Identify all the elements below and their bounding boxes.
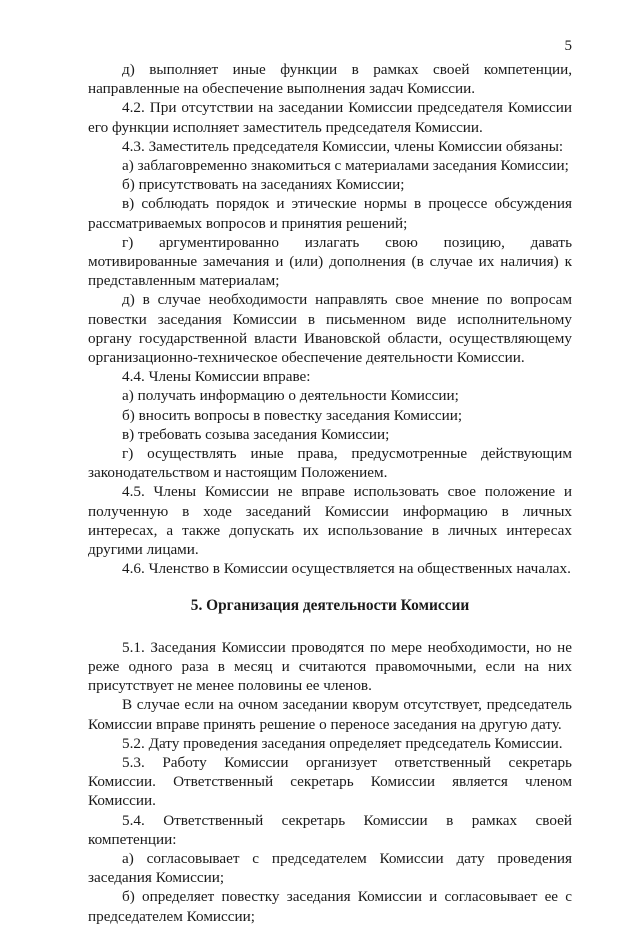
paragraph: 5.4. Ответственный секретарь Комиссии в рамках своей компетенции: — [88, 811, 572, 848]
paragraph: 5.3. Работу Комиссии организует ответственный секретарь Комиссии. Ответственный секретарь Комиссии является членом Комиссии. — [88, 753, 572, 810]
paragraph: б) вносить вопросы в повестку заседания Комиссии; — [122, 406, 463, 424]
paragraph: 4.5. Члены Комиссии не вправе использовать свое положение и полученную в ходе заседаний Комиссии информацию в личных интересах, а также допускать их использование в личных интересах другими лицами. — [88, 483, 572, 559]
section-heading: 5. Организация деятельности Комиссии — [190, 597, 470, 615]
page-number: 5 — [564, 38, 572, 54]
paragraph: б) присутствовать на заседаниях Комиссии; — [122, 176, 405, 194]
paragraph: г) осуществлять иные права, предусмотренные действующим законодательством и настоящим Положением. — [88, 445, 572, 482]
paragraph: г) аргументированно излагать свою позицию, давать мотивированные замечания и (или) дополнения (в случае их наличия) к представленным материалам; — [88, 233, 572, 290]
paragraph: в) соблюдать порядок и этические нормы в процессе обсуждения рассматриваемых вопросов и принятия решений; — [88, 195, 572, 232]
paragraph: 4.3. Заместитель председателя Комиссии, члены Комиссии обязаны: — [122, 137, 564, 155]
paragraph: 5.2. Дату проведения заседания определяет председатель Комиссии. — [122, 734, 563, 752]
paragraph: 5.1. Заседания Комиссии проводятся по мере необходимости, но не реже одного раза в месяц и считаются правомочными, если на них присутствует не менее половины ее членов. — [88, 638, 572, 695]
paragraph: д) выполняет иные функции в рамках своей компетенции, направленные на обеспечение выполнения задач Комиссии. — [88, 61, 572, 98]
document-body — [88, 60, 572, 926]
section-5-body — [88, 638, 572, 926]
paragraph: 4.4. Члены Комиссии вправе: — [122, 368, 311, 386]
paragraph: а) получать информацию о деятельности Комиссии; — [122, 387, 459, 405]
paragraph: В случае если на очном заседании кворум отсутствует, председатель Комиссии вправе принять решение о переносе заседания на другую дату. — [88, 696, 572, 733]
paragraph: 4.2. При отсутствии на заседании Комиссии председателя Комиссии его функции исполняет заместитель председателя Комиссии. — [88, 99, 572, 136]
paragraph: д) в случае необходимости направлять свое мнение по вопросам повестки заседания Комиссии в письменном виде исполнительному органу государственной власти Ивановской области, осуществляющему организационно-техническое обеспечение деятельности Комиссии. — [88, 291, 572, 367]
section-4-continuation — [88, 60, 572, 578]
paragraph: б) определяет повестку заседания Комиссии и согласовывает ее с председателем Комиссии; — [88, 888, 572, 925]
paragraph: а) согласовывает с председателем Комиссии дату проведения заседания Комиссии; — [88, 849, 572, 887]
paragraph: 4.6. Членство в Комиссии осуществляется на общественных началах. — [122, 560, 571, 578]
paragraph: в) требовать созыва заседания Комиссии; — [122, 425, 390, 443]
paragraph: а) заблаговременно знакомиться с материалами заседания Комиссии; — [122, 157, 569, 175]
